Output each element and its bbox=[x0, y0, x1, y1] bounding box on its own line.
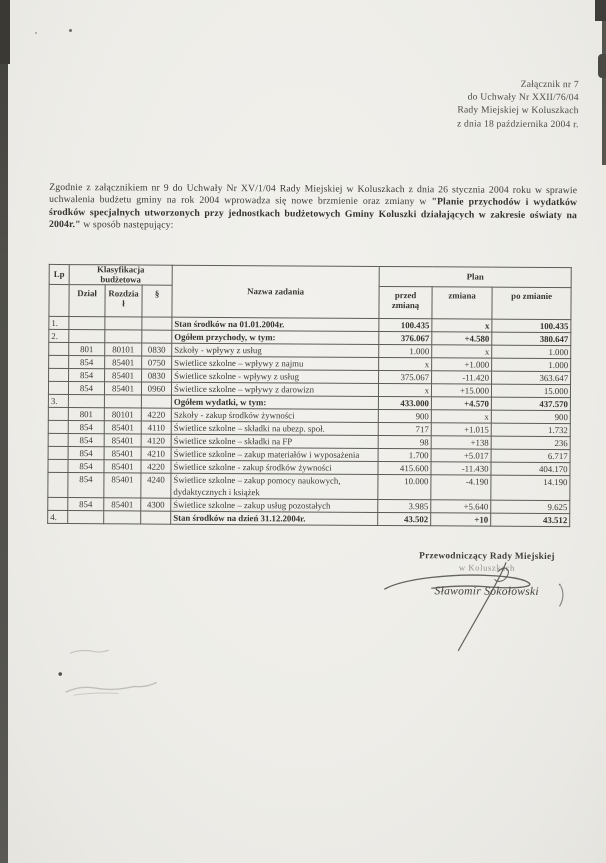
cell-dzial bbox=[68, 395, 104, 408]
cell-zmiana: +15.000 bbox=[431, 384, 491, 397]
cell-rozdzial: 85401 bbox=[105, 356, 142, 369]
cell-par: 0830 bbox=[142, 343, 172, 356]
cell-po: 380.647 bbox=[492, 332, 571, 345]
signature-place: w Koluszkach bbox=[458, 562, 515, 573]
cell-rozdzial: 85401 bbox=[104, 498, 141, 511]
cell-nazwa: Świetlice szkolne – wpływy z darowizn bbox=[171, 382, 378, 396]
cell-lp bbox=[48, 381, 68, 394]
cell-nazwa: Świetlice szkolne – składki na FP bbox=[171, 434, 378, 448]
cell-przed: 375.067 bbox=[379, 370, 432, 383]
cell-po: 236 bbox=[491, 436, 570, 449]
cell-po: 100.435 bbox=[492, 319, 571, 332]
table-header-row-1 bbox=[49, 264, 571, 287]
cell-przed: 433.000 bbox=[378, 396, 431, 409]
cell-dzial: 854 bbox=[69, 369, 105, 382]
col-header-nazwa-zadania: Nazwa zadania bbox=[172, 265, 379, 318]
col-header-lp-empty bbox=[49, 284, 69, 316]
cell-par bbox=[142, 330, 172, 343]
cell-zmiana: x bbox=[431, 410, 491, 423]
table-row bbox=[48, 472, 570, 500]
cell-zmiana: +1.015 bbox=[431, 423, 491, 436]
cell-po: 43.512 bbox=[491, 513, 570, 526]
cell-dzial: 801 bbox=[68, 408, 104, 421]
cell-zmiana: x bbox=[432, 319, 492, 332]
cell-zmiana: +4.580 bbox=[432, 332, 492, 345]
cell-par: 0830 bbox=[142, 369, 172, 382]
cell-par: 4220 bbox=[141, 460, 171, 473]
cell-zmiana: +5.640 bbox=[431, 500, 491, 513]
budget-table bbox=[47, 264, 572, 527]
cell-lp bbox=[49, 368, 69, 381]
cell-rozdzial: 85401 bbox=[104, 434, 141, 447]
cell-rozdzial: 85401 bbox=[104, 447, 141, 460]
cell-przed: 43.502 bbox=[378, 512, 431, 525]
cell-nazwa: Swietlice szkolne – wpływy z najmu bbox=[172, 356, 379, 370]
cell-zmiana: -11.420 bbox=[432, 371, 492, 384]
cell-lp bbox=[48, 433, 68, 446]
cell-nazwa: Świetlice szkolne – zakup usług pozostałych bbox=[171, 498, 378, 512]
col-header-po-zmianie: po zmianie bbox=[492, 287, 571, 319]
cell-po: 6.717 bbox=[491, 449, 570, 462]
cell-lp bbox=[48, 407, 68, 420]
cell-po: 437.570 bbox=[491, 397, 570, 410]
cell-par: 0750 bbox=[142, 356, 172, 369]
col-header-klasyfikacja: Klasyfikacja budżetowa bbox=[69, 265, 172, 286]
cell-nazwa: Szkoły - wpływy z usług bbox=[172, 343, 379, 357]
cell-dzial: 854 bbox=[68, 460, 104, 473]
cell-zmiana: +4.570 bbox=[431, 397, 491, 410]
cell-rozdzial: 85401 bbox=[104, 460, 141, 473]
cell-przed: x bbox=[378, 383, 431, 396]
col-header-plan: Plan bbox=[379, 266, 571, 287]
cell-par: 4120 bbox=[141, 434, 171, 447]
cell-zmiana: +10 bbox=[431, 513, 491, 526]
cell-rozdzial bbox=[104, 395, 141, 408]
cell-dzial bbox=[69, 330, 105, 343]
cell-po: 900 bbox=[491, 410, 570, 423]
col-header-paragraf: § bbox=[142, 285, 172, 317]
cell-par: 4110 bbox=[141, 421, 171, 434]
cell-lp bbox=[48, 459, 68, 472]
cell-rozdzial: 80101 bbox=[105, 343, 142, 356]
handwritten-signature-stroke bbox=[376, 560, 552, 656]
cell-par: 4210 bbox=[141, 447, 171, 460]
cell-przed: 100.435 bbox=[379, 318, 432, 331]
cell-przed: 376.067 bbox=[379, 331, 432, 344]
cell-po: 363.647 bbox=[492, 371, 571, 384]
col-header-zmiana: zmiana bbox=[432, 287, 492, 319]
cell-przed: 717 bbox=[378, 422, 431, 435]
cell-przed: 3.985 bbox=[378, 499, 431, 512]
cell-dzial bbox=[69, 317, 105, 330]
cell-dzial: 854 bbox=[68, 382, 104, 395]
signature-title: Przewodniczący Rady Miejskiej bbox=[419, 551, 555, 563]
cell-przed: 900 bbox=[378, 409, 431, 422]
cell-lp: 2. bbox=[49, 329, 69, 342]
cell-par: 4300 bbox=[141, 498, 171, 511]
signature-name: Sławomir Sokołowski bbox=[434, 585, 539, 598]
annex-header-line: z dnia 18 października 2004 r. bbox=[456, 118, 579, 130]
cell-zmiana: +138 bbox=[431, 436, 491, 449]
cell-po: 14.190 bbox=[491, 475, 570, 500]
cell-dzial bbox=[68, 511, 104, 524]
cell-nazwa: Stan środków na 01.01.2004r. bbox=[172, 317, 379, 331]
cell-lp: 4. bbox=[48, 510, 68, 523]
cell-nazwa: Świetlice szkolne – zakup pomocy naukowych, dydaktycznych i książek bbox=[171, 473, 378, 499]
cell-lp: 3. bbox=[48, 394, 68, 407]
pen-mark bbox=[551, 583, 567, 609]
cell-par: 0960 bbox=[141, 382, 171, 395]
cell-rozdzial: 85401 bbox=[104, 421, 141, 434]
cell-dzial: 854 bbox=[68, 447, 104, 460]
paragraph-intro-text: Zgodnie z załącznikiem nr 9 do Uchwały Nr XV/1/04 Rady Miejskiej w Koluszkach z dnia 26 stycznia 2004 roku w sprawie uchwalenia budżetu gminy na rok 2004 wprowadza się nowe brzmienie oraz zmiany w bbox=[49, 181, 578, 208]
col-header-przed-zmiana: przed zmianą bbox=[379, 286, 432, 318]
cell-dzial: 854 bbox=[68, 498, 104, 511]
cell-przed: 98 bbox=[378, 435, 431, 448]
cell-par bbox=[142, 317, 172, 330]
cell-po: 15.000 bbox=[491, 384, 570, 397]
cell-nazwa: Świetlice szkolne – składki na ubezp. społ. bbox=[171, 421, 378, 435]
paragraph-bold-text: "Planie przychodów i wydatków środków specjalnych utworzonych przy jednostkach budżetowych Gminy Koluszki działających w zakresie oświaty na 2004r." bbox=[48, 196, 578, 231]
col-header-lp: Lp bbox=[49, 264, 69, 284]
cell-zmiana: +1.000 bbox=[432, 358, 492, 371]
ink-dot bbox=[58, 672, 62, 676]
cell-par: 4240 bbox=[141, 473, 171, 498]
pencil-annotation bbox=[44, 640, 184, 711]
cell-po: 1.000 bbox=[492, 345, 571, 358]
cell-lp bbox=[48, 497, 68, 510]
cell-nazwa: Świetlice szkolne - zakup środków żywności bbox=[171, 460, 378, 474]
cell-rozdzial bbox=[104, 511, 141, 524]
annex-header-line: Załącznik nr 7 bbox=[520, 78, 579, 91]
cell-dzial: 801 bbox=[69, 343, 105, 356]
cell-par: 4220 bbox=[141, 408, 171, 421]
cell-lp: 1. bbox=[49, 316, 69, 329]
cell-dzial: 854 bbox=[69, 356, 105, 369]
cell-nazwa: Szkoły - zakup środków żywności bbox=[171, 408, 378, 422]
cell-przed: 415.600 bbox=[378, 461, 431, 474]
cell-po: 1.732 bbox=[491, 423, 570, 436]
col-header-dzial: Dział bbox=[69, 285, 105, 317]
cell-dzial: 854 bbox=[68, 434, 104, 447]
cell-lp bbox=[49, 355, 69, 368]
cell-zmiana: -4.190 bbox=[431, 475, 491, 500]
cell-rozdzial: 85401 bbox=[105, 369, 142, 382]
paragraph-tail-text: w sposób następujący: bbox=[80, 219, 174, 231]
cell-nazwa: Ogółem przychody, w tym: bbox=[172, 330, 379, 344]
cell-rozdzial bbox=[105, 330, 142, 343]
annex-header bbox=[457, 77, 579, 131]
cell-dzial: 854 bbox=[68, 473, 104, 498]
cell-par bbox=[141, 395, 171, 408]
cell-nazwa: Stan środków na dzień 31.12.2004r. bbox=[171, 511, 378, 525]
cell-dzial: 854 bbox=[68, 421, 104, 434]
cell-zmiana: x bbox=[432, 345, 492, 358]
cell-przed: 1.700 bbox=[378, 448, 431, 461]
cell-lp bbox=[48, 472, 68, 497]
cell-nazwa: Ogółem wydatki, w tym: bbox=[171, 395, 378, 409]
cell-nazwa: Świetlice szkolne - wpływy z usług bbox=[172, 369, 379, 383]
cell-rozdzial: 85401 bbox=[104, 473, 141, 498]
cell-lp bbox=[48, 420, 68, 433]
cell-po: 404.170 bbox=[491, 462, 570, 475]
annex-header-line: do Uchwały Nr XXII/76/04 bbox=[467, 91, 579, 104]
cell-przed: 1.000 bbox=[379, 344, 432, 357]
cell-zmiana: +5.017 bbox=[431, 449, 491, 462]
budget-table-body bbox=[48, 316, 571, 526]
cell-przed: 10.000 bbox=[378, 474, 431, 499]
cell-po: 1.000 bbox=[492, 358, 571, 371]
cell-rozdzial: 80101 bbox=[104, 408, 141, 421]
cell-zmiana: -11.430 bbox=[431, 462, 491, 475]
cell-rozdzial: 85401 bbox=[104, 382, 141, 395]
cell-rozdzial bbox=[105, 317, 142, 330]
cell-przed: x bbox=[379, 357, 432, 370]
col-header-rozdzial: Rozdział bbox=[105, 285, 142, 317]
cell-lp bbox=[49, 342, 69, 355]
cell-po: 9.625 bbox=[491, 500, 570, 513]
table-row bbox=[48, 510, 570, 526]
cell-nazwa: Świetlice szkolne – zakup materiałów i wyposażenia bbox=[171, 447, 378, 461]
annex-header-line: Rady Miejskiej w Koluszkach bbox=[457, 104, 579, 117]
cell-lp bbox=[48, 446, 68, 459]
cell-par bbox=[141, 511, 171, 524]
intro-paragraph bbox=[49, 182, 577, 234]
